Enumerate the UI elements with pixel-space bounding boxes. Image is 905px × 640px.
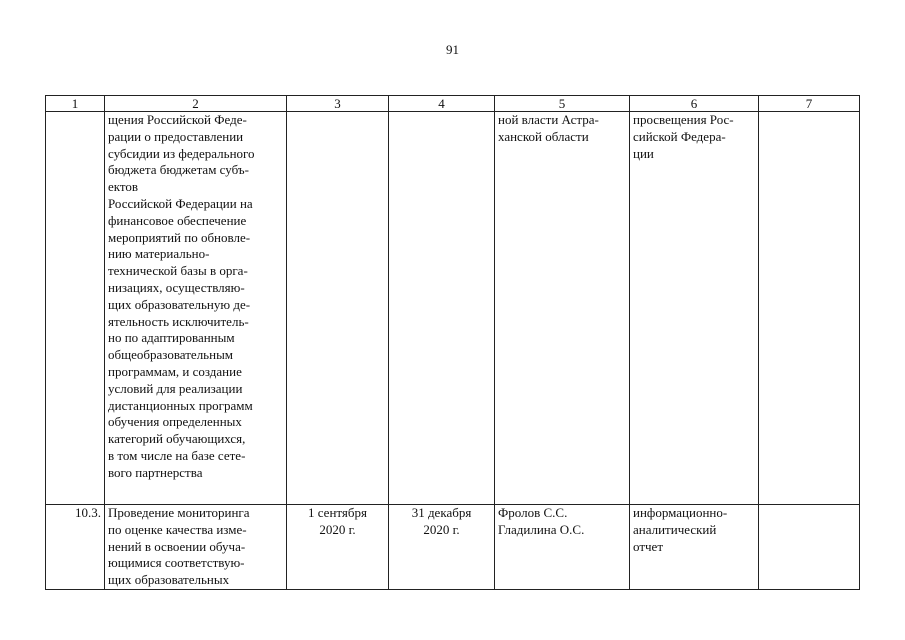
cell-line: ной власти Астра-	[498, 112, 599, 127]
cell-line: но по адаптированным	[108, 330, 235, 346]
cell-line: 2020 г.	[319, 521, 356, 537]
cell-line: ханской области	[498, 128, 589, 144]
cell-line: нений в освоении обуча-	[108, 538, 246, 554]
responsible-cell	[495, 112, 630, 505]
cell-line: аналитический	[633, 521, 717, 537]
item-number-cell: 10.3.	[46, 505, 105, 590]
end-date-cell	[389, 505, 495, 590]
cell-line: мероприятий по обновле-	[108, 229, 251, 245]
cell-line: низациях, осуществляю-	[108, 279, 245, 295]
result-cell	[630, 112, 759, 505]
cell-line: технической базы в орга-	[108, 263, 248, 279]
cell-line: финансовое обеспечение	[108, 212, 247, 228]
cell-line: субсидии из федерального	[108, 145, 255, 161]
cell-line: ции	[633, 145, 654, 161]
result-cell	[630, 505, 759, 590]
end-date-cell	[389, 112, 495, 505]
cell-line: нию материально-	[108, 246, 210, 262]
column-header: 5	[495, 96, 630, 112]
column-header: 4	[389, 96, 495, 112]
page-number: 91	[446, 42, 459, 57]
cell-line: рации о предоставлении	[108, 128, 244, 144]
cell-line: информационно-	[633, 505, 728, 520]
cell-line: Гладилина О.С.	[498, 521, 585, 537]
responsible-cell	[495, 505, 630, 590]
cell-line: сийской Федера-	[633, 128, 726, 144]
cell-line: общеобразовательным	[108, 347, 234, 363]
cell-line: программам, и создание	[108, 363, 242, 379]
cell-line: обучения определенных	[108, 414, 242, 430]
cell-line: вого партнерства	[108, 464, 203, 480]
cell-line: щих образовательную де-	[108, 296, 251, 312]
start-date-cell	[287, 505, 389, 590]
column-header: 2	[105, 96, 287, 112]
cell-line: Проведение мониторинга	[108, 505, 250, 520]
event-name-cell	[105, 112, 287, 505]
cell-line: дистанционных программ	[108, 397, 253, 413]
cell-line: бюджета бюджетам субъ-	[108, 162, 249, 178]
plan-table	[45, 95, 860, 590]
notes-cell	[759, 112, 860, 505]
cell-line: щих образовательных	[108, 572, 230, 588]
cell-line: 1 сентября	[308, 505, 367, 520]
cell-line: по оценке качества изме-	[108, 521, 247, 537]
cell-line: условий для реализации	[108, 380, 243, 396]
item-number-cell	[46, 112, 105, 505]
table-header-row	[46, 96, 860, 112]
cell-line: просвещения Рос-	[633, 112, 734, 127]
cell-line: Фролов С.С.	[498, 505, 568, 520]
table-row	[46, 505, 860, 590]
cell-line: ющимися соответствую-	[108, 555, 245, 571]
notes-cell	[759, 505, 860, 590]
start-date-cell	[287, 112, 389, 505]
cell-line: ятельность исключитель-	[108, 313, 249, 329]
column-header: 6	[630, 96, 759, 112]
cell-line: 31 декабря	[411, 505, 472, 520]
cell-line: Российской Федерации на	[108, 195, 253, 211]
column-header: 1	[46, 96, 105, 112]
column-header: 7	[759, 96, 860, 112]
cell-line: ектов	[108, 179, 139, 195]
column-header: 3	[287, 96, 389, 112]
cell-line: 2020 г.	[423, 521, 460, 537]
cell-line: в том числе на базе сете-	[108, 447, 246, 463]
table-row	[46, 112, 860, 505]
cell-line: отчет	[633, 538, 663, 554]
cell-line: категорий обучающихся,	[108, 431, 246, 447]
cell-line: щения Российской Феде-	[108, 112, 247, 127]
event-name-cell	[105, 505, 287, 590]
